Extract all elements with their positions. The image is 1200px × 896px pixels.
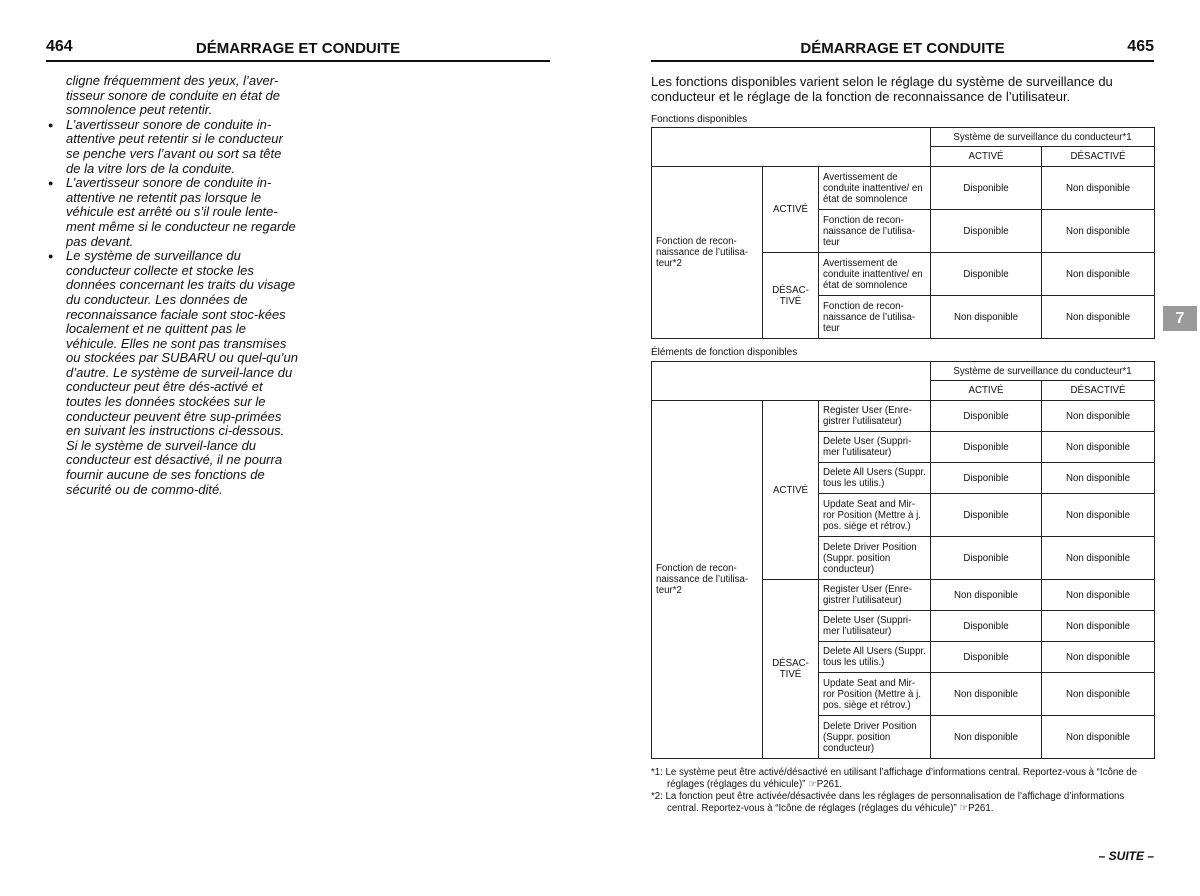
- on-status-cell: Disponible: [931, 494, 1042, 537]
- function-cell: Update Seat and Mir-ror Position (Mettre à j. pos. siège et rétrov.): [819, 673, 931, 716]
- off-status-cell: Non disponible: [1042, 673, 1155, 716]
- row-header: Fonction de recon-naissance de l’utilisa-teur*2: [652, 401, 763, 759]
- off-status-cell: Non disponible: [1042, 167, 1155, 210]
- function-cell: Avertissement de conduite inattentive/ en état de somnolence: [819, 167, 931, 210]
- table-row: [652, 167, 1155, 210]
- on-status-cell: Disponible: [931, 463, 1042, 494]
- off-status-cell: Non disponible: [1042, 537, 1155, 580]
- function-cell: Delete All Users (Suppr. tous les utilis.): [819, 463, 931, 494]
- on-status-cell: Disponible: [931, 253, 1042, 296]
- page-number: 464: [46, 38, 73, 55]
- group-on: ACTIVÉ: [763, 167, 819, 253]
- footnote-2: *2: La fonction peut être activée/désactivée dans les réglages de personnalisation de l’affichage d’informations central. Reportez-vous à “Icône de réglages (réglages du véhicule)” ☞P261.: [651, 791, 1125, 814]
- footnotes: [651, 767, 1156, 815]
- table-row: [652, 401, 1155, 432]
- group-on: ACTIVÉ: [763, 401, 819, 580]
- continued-marker: – SUITE –: [1098, 849, 1154, 863]
- on-status-cell: Disponible: [931, 401, 1042, 432]
- off-status-cell: Non disponible: [1042, 401, 1155, 432]
- off-status-cell: Non disponible: [1042, 642, 1155, 673]
- chapter-title: DÉMARRAGE ET CONDUITE: [195, 40, 401, 57]
- function-cell: Register User (Enre-gistrer l’utilisateur): [819, 401, 931, 432]
- page-number: 465: [1127, 38, 1154, 55]
- available-function-items-table: [651, 361, 1155, 759]
- on-status-cell: Non disponible: [931, 296, 1042, 339]
- on-status-cell: Disponible: [931, 611, 1042, 642]
- function-cell: Fonction de recon-naissance de l’utilisa-teur: [819, 210, 931, 253]
- on-status-cell: Disponible: [931, 642, 1042, 673]
- row-header: Fonction de recon-naissance de l’utilisa-teur*2: [652, 167, 763, 339]
- on-status-cell: Non disponible: [931, 716, 1042, 759]
- table1-caption: Fonctions disponibles: [651, 114, 748, 125]
- right-page-header: [651, 38, 1154, 62]
- paragraph: cligne fréquemment des yeux, l’aver-tisseur sonore de conduite en état de somnolence peut retentir.: [66, 73, 280, 118]
- group-off: DÉSAC-TIVÉ: [763, 580, 819, 759]
- on-status-cell: Non disponible: [931, 673, 1042, 716]
- off-status-cell: Non disponible: [1042, 580, 1155, 611]
- bullet-item: ● Le système de surveillance du conducteur collecte et stocke les données concernant les traits du visage du conducteur. Les données de reconnaissance faciale sont stoc-kées localement et ne quittent pas le véhicule. Elles ne sont pas transmises ou stockées par SUBARU ou quel-qu’un d’autre. Le système de surveil-lance du conducteur peut être dés-activé et toutes les données stockées sur le conducteur peuvent être sup-primées en suivant les instructions ci-dessous. Si le système de surveil-lance du conducteur est désactivé, il ne pourra fournir aucune de ses fonctions de sécurité ou de commo-dité.: [48, 249, 298, 497]
- off-status-cell: Non disponible: [1042, 210, 1155, 253]
- function-cell: Delete User (Suppri-mer l’utilisateur): [819, 611, 931, 642]
- on-status-cell: Disponible: [931, 210, 1042, 253]
- function-cell: Delete Driver Position (Suppr. position conducteur): [819, 537, 931, 580]
- function-cell: Delete Driver Position (Suppr. position conducteur): [819, 716, 931, 759]
- off-status-cell: Non disponible: [1042, 463, 1155, 494]
- function-cell: Fonction de recon-naissance de l’utilisa-teur: [819, 296, 931, 339]
- col-header-on: ACTIVÉ: [931, 147, 1042, 167]
- function-cell: Update Seat and Mir-ror Position (Mettre à j. pos. siège et rétrov.): [819, 494, 931, 537]
- system-header: Système de surveillance du conducteur*1: [931, 362, 1155, 381]
- system-header: Système de surveillance du conducteur*1: [931, 128, 1155, 147]
- function-cell: Delete All Users (Suppr. tous les utilis.): [819, 642, 931, 673]
- off-status-cell: Non disponible: [1042, 432, 1155, 463]
- chapter-title: DÉMARRAGE ET CONDUITE: [800, 40, 1005, 57]
- bullet-item: ● L’avertisseur sonore de conduite in-attentive ne retentit pas lorsque le véhicule est arrêté ou s’il roule lente-ment même si le conducteur ne regarde pas devant.: [48, 176, 298, 249]
- on-status-cell: Non disponible: [931, 580, 1042, 611]
- off-status-cell: Non disponible: [1042, 253, 1155, 296]
- section-tab-7[interactable]: 7: [1163, 306, 1197, 331]
- off-status-cell: Non disponible: [1042, 611, 1155, 642]
- off-status-cell: Non disponible: [1042, 296, 1155, 339]
- col-header-on: ACTIVÉ: [931, 381, 1042, 401]
- group-off: DÉSAC-TIVÉ: [763, 253, 819, 339]
- footnote-1: *1: Le système peut être activé/désactivé en utilisant l’affichage d’informations central. Reportez-vous à “Icône de réglages (réglages du véhicule)” ☞P261.: [651, 767, 1138, 790]
- on-status-cell: Disponible: [931, 432, 1042, 463]
- left-page-header: [46, 38, 550, 62]
- function-cell: Register User (Enre-gistrer l’utilisateur): [819, 580, 931, 611]
- empty-cell: [652, 362, 931, 401]
- bullet-item: ● L’avertisseur sonore de conduite in-attentive peut retentir si le conducteur se penche vers l’avant ou sort sa tête de la vitre lors de la conduite.: [48, 118, 298, 176]
- off-status-cell: Non disponible: [1042, 494, 1155, 537]
- off-status-cell: Non disponible: [1042, 716, 1155, 759]
- available-functions-table: [651, 127, 1155, 339]
- function-cell: Delete User (Suppri-mer l’utilisateur): [819, 432, 931, 463]
- empty-cell: [652, 128, 931, 167]
- on-status-cell: Disponible: [931, 167, 1042, 210]
- on-status-cell: Disponible: [931, 537, 1042, 580]
- function-cell: Avertissement de conduite inattentive/ en état de somnolence: [819, 253, 931, 296]
- left-body-text: [48, 74, 298, 497]
- table2-caption: Éléments de fonction disponibles: [651, 347, 798, 358]
- col-header-off: DÉSACTIVÉ: [1042, 381, 1155, 401]
- intro-paragraph: Les fonctions disponibles varient selon le réglage du système de surveillance du conducteur et le réglage de la fonction de reconnaissance de l’utilisateur.: [651, 74, 1113, 104]
- col-header-off: DÉSACTIVÉ: [1042, 147, 1155, 167]
